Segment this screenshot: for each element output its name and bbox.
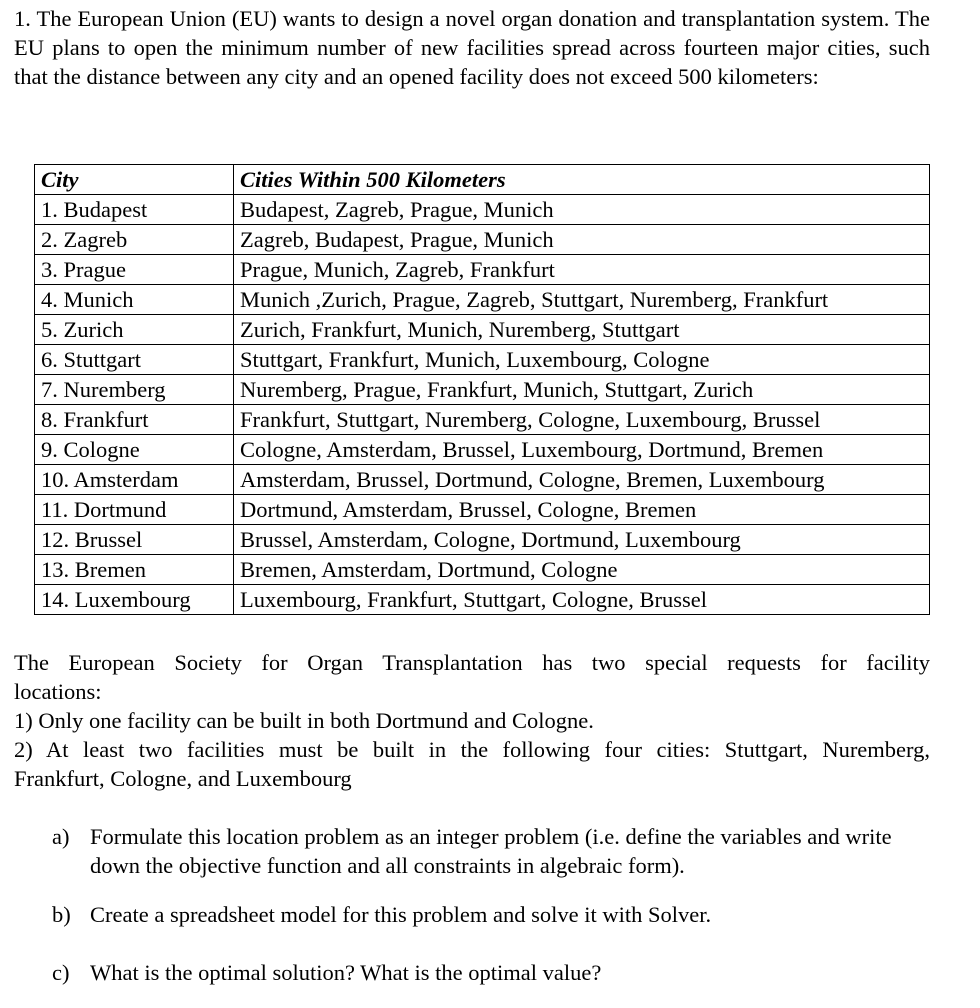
- question-label: a): [52, 824, 70, 849]
- table-row: [35, 585, 930, 615]
- table-row: [35, 525, 930, 555]
- nearby-cities-cell: Bremen, Amsterdam, Dortmund, Cologne: [234, 555, 930, 585]
- city-cell: 13. Bremen: [35, 555, 234, 585]
- column-header-cities-within: Cities Within 500 Kilometers: [234, 165, 930, 195]
- nearby-cities-cell: Cologne, Amsterdam, Brussel, Luxembourg, Dortmund, Bremen: [234, 435, 930, 465]
- question-text: What is the optimal solution? What is the optimal value?: [90, 960, 602, 985]
- table-header-row: [35, 165, 930, 195]
- table-row: [35, 375, 930, 405]
- city-cell: 6. Stuttgart: [35, 345, 234, 375]
- table-row: [35, 435, 930, 465]
- question-label: b): [52, 902, 71, 927]
- requests-lead-line-1: The European Society for Organ Transplantation has two special requests for facility: [14, 650, 930, 675]
- table-row: [35, 345, 930, 375]
- table-row: [35, 195, 930, 225]
- request-item-2-line-2: Frankfurt, Cologne, and Luxembourg: [14, 766, 352, 791]
- nearby-cities-cell: Frankfurt, Stuttgart, Nuremberg, Cologne, Luxembourg, Brussel: [234, 405, 930, 435]
- nearby-cities-cell: Munich ,Zurich, Prague, Zagreb, Stuttgart, Nuremberg, Frankfurt: [234, 285, 930, 315]
- city-cell: 14. Luxembourg: [35, 585, 234, 615]
- special-requests: [14, 648, 930, 793]
- question-item: [52, 822, 932, 880]
- table-row: [35, 465, 930, 495]
- request-item-1: 1) Only one facility can be built in both Dortmund and Cologne.: [14, 708, 594, 733]
- question-text: Create a spreadsheet model for this problem and solve it with Solver.: [90, 902, 712, 927]
- city-cell: 2. Zagreb: [35, 225, 234, 255]
- question-label: c): [52, 960, 70, 985]
- city-cell: 12. Brussel: [35, 525, 234, 555]
- nearby-cities-cell: Luxembourg, Frankfurt, Stuttgart, Cologne, Brussel: [234, 585, 930, 615]
- table-row: [35, 315, 930, 345]
- table-row: [35, 285, 930, 315]
- nearby-cities-cell: Zurich, Frankfurt, Munich, Nuremberg, Stuttgart: [234, 315, 930, 345]
- city-cell: 11. Dortmund: [35, 495, 234, 525]
- nearby-cities-cell: Zagreb, Budapest, Prague, Munich: [234, 225, 930, 255]
- city-cell: 3. Prague: [35, 255, 234, 285]
- city-cell: 8. Frankfurt: [35, 405, 234, 435]
- problem-intro: 1. The European Union (EU) wants to design a novel organ donation and transplantation system. The EU plans to open the minimum number of new facilities spread across fourteen major cities, such that the distance between any city and an opened facility does not exceed 500 kilometers:: [14, 6, 930, 89]
- requests-lead-line-2: locations:: [14, 679, 102, 704]
- question-item: [52, 958, 932, 987]
- column-header-city: City: [35, 165, 234, 195]
- city-cell: 4. Munich: [35, 285, 234, 315]
- nearby-cities-cell: Prague, Munich, Zagreb, Frankfurt: [234, 255, 930, 285]
- city-cell: 5. Zurich: [35, 315, 234, 345]
- question-item: [52, 900, 932, 929]
- city-cell: 1. Budapest: [35, 195, 234, 225]
- problem-statement: [14, 4, 930, 91]
- table-row: [35, 405, 930, 435]
- nearby-cities-cell: Budapest, Zagreb, Prague, Munich: [234, 195, 930, 225]
- city-cell: 7. Nuremberg: [35, 375, 234, 405]
- nearby-cities-cell: Stuttgart, Frankfurt, Munich, Luxembourg, Cologne: [234, 345, 930, 375]
- table-row: [35, 225, 930, 255]
- nearby-cities-cell: Amsterdam, Brussel, Dortmund, Cologne, Bremen, Luxembourg: [234, 465, 930, 495]
- table-row: [35, 495, 930, 525]
- city-cell: 10. Amsterdam: [35, 465, 234, 495]
- question-text: Formulate this location problem as an integer problem (i.e. define the variables and write down the objective function and all constraints in algebraic form).: [90, 824, 892, 878]
- table-row: [35, 555, 930, 585]
- cities-distance-table: [34, 164, 930, 615]
- nearby-cities-cell: Nuremberg, Prague, Frankfurt, Munich, Stuttgart, Zurich: [234, 375, 930, 405]
- nearby-cities-cell: Dortmund, Amsterdam, Brussel, Cologne, Bremen: [234, 495, 930, 525]
- city-cell: 9. Cologne: [35, 435, 234, 465]
- request-item-2-line-1: 2) At least two facilities must be built in the following four cities: Stuttgart, Nuremberg,: [14, 737, 930, 762]
- table-row: [35, 255, 930, 285]
- nearby-cities-cell: Brussel, Amsterdam, Cologne, Dortmund, Luxembourg: [234, 525, 930, 555]
- question-list: [52, 822, 932, 987]
